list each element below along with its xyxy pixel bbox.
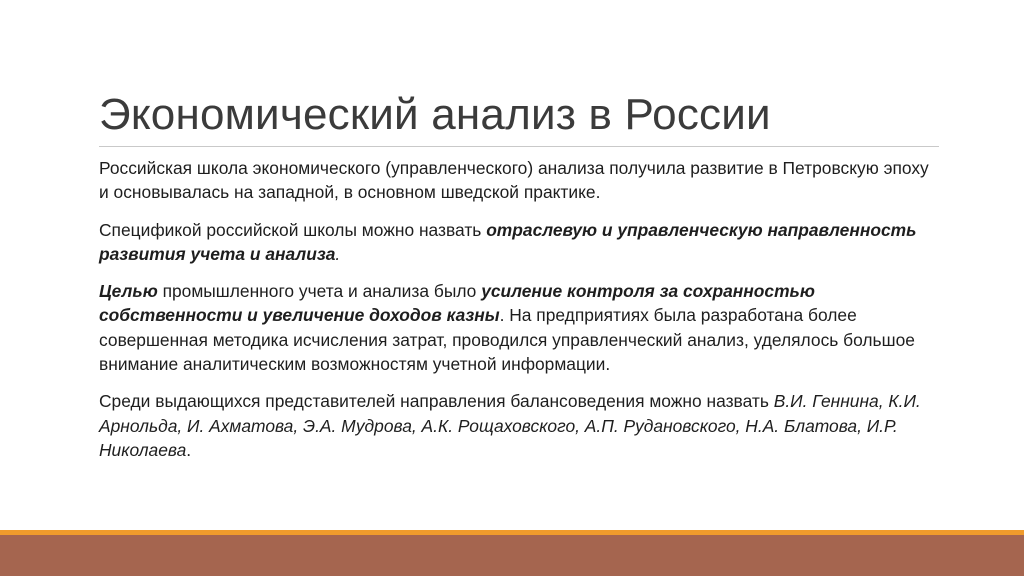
paragraph-goal-tail: . На предприятиях была разработана более совершенная методика исчисления затрат, проводился управленческий анализ, уделялось большое внимание аналитическим возможностям учетной информации. (99, 305, 915, 375)
paragraph-specifics-lead: Спецификой российской школы можно назвать (99, 219, 487, 240)
paragraph-representatives-tail: . (186, 439, 192, 460)
paragraph-representatives-lead: Среди выдающихся представителей направления балансоведения можно назвать (99, 391, 774, 412)
paragraph-specifics-tail: . (335, 243, 341, 264)
paragraph-goal-mid: промышленного учета и анализа было (157, 281, 482, 302)
slide-body (99, 156, 939, 475)
paragraph-goal-emphasis-2: усиление контроля за сохранностью собственности и увеличение доходов казны (99, 281, 815, 326)
paragraph-goal-emphasis-1: Целью (99, 281, 158, 302)
paragraph-history-text: Российская школа экономического (управленческого) анализа получила развитие в Петровскую эпоху и основывалась на западной, в основном шведской практике. (99, 158, 929, 203)
paragraph-representatives (99, 389, 939, 462)
paragraph-representatives-names: В.И. Геннина, К.И. Арнольда, И. Ахматова, Э.А. Мудрова, А.К. Рощаховского, А.П. Рудановского, Н.А. Блатова, И.Р. Николаева (99, 391, 921, 460)
footer-bar (0, 535, 1024, 576)
paragraph-specifics (99, 218, 939, 267)
paragraph-history (99, 156, 939, 205)
paragraph-goal (99, 279, 939, 376)
paragraph-specifics-emphasis: отраслевую и управленческую направленность развития учета и анализа (99, 219, 917, 264)
slide-title: Экономический анализ в России (99, 90, 771, 139)
title-divider (99, 146, 939, 147)
